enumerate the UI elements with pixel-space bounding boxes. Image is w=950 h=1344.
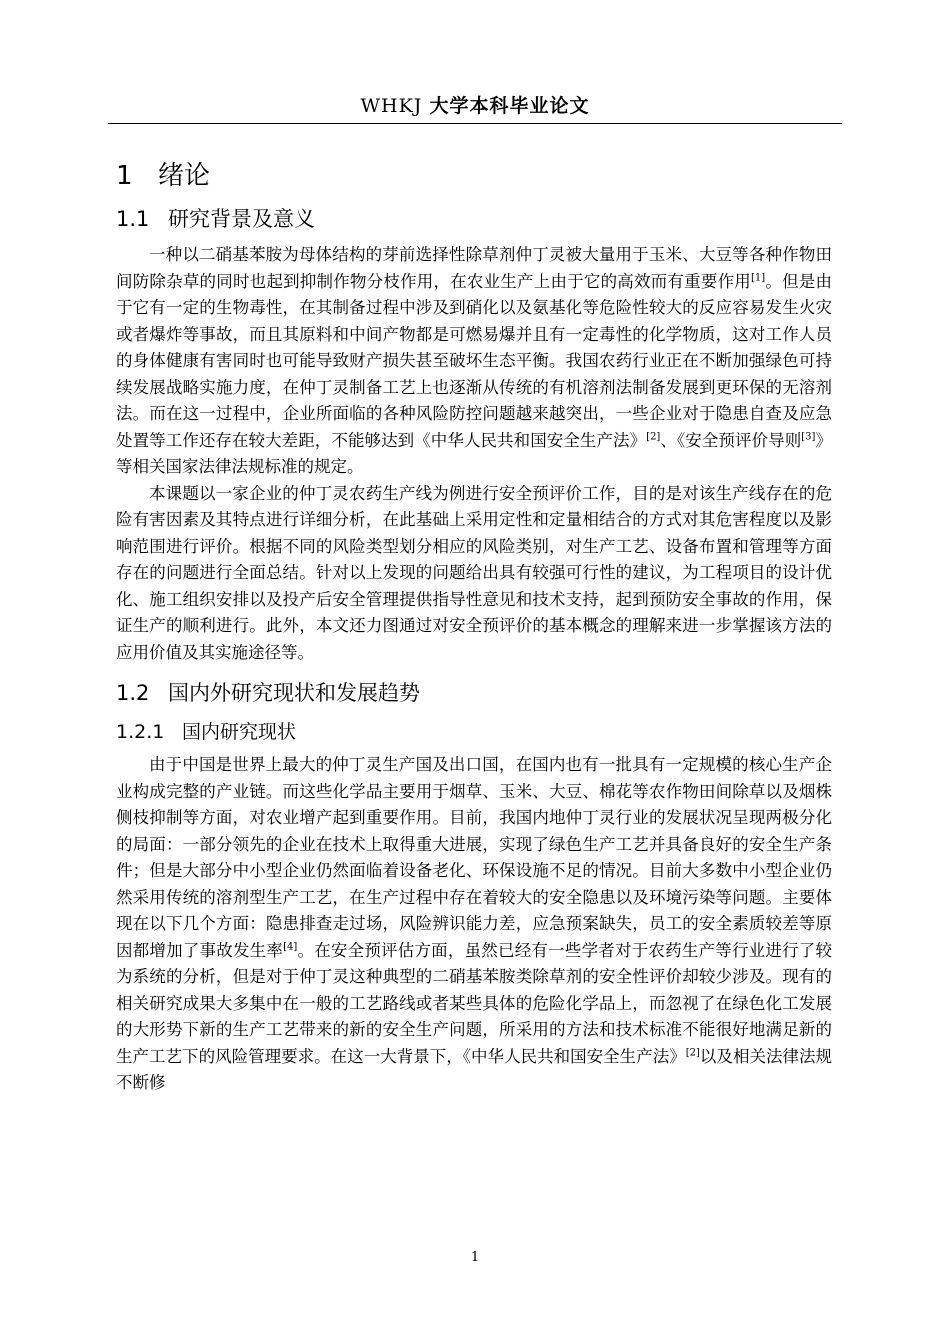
citation-2b[interactable]: [2] (685, 1047, 700, 1058)
paragraph-text: 》等相关国家法律法规标准的规定。 (116, 430, 833, 476)
section-heading-1-2 (116, 676, 832, 710)
paragraph-2 (116, 481, 832, 667)
page-body (116, 150, 832, 1097)
citation-2[interactable]: [2] (646, 431, 661, 442)
citation-1[interactable]: [1] (751, 272, 766, 283)
subsection-heading-1-2-1 (116, 716, 832, 748)
subsection-title: 国内研究现状 (182, 721, 297, 743)
section-number: 1.2 (116, 681, 150, 705)
running-header (108, 90, 842, 122)
subsection-number: 1.2.1 (116, 721, 165, 743)
chapter-title: 绪论 (158, 161, 211, 191)
paragraph-3 (116, 752, 832, 1097)
section-title: 研究背景及意义 (168, 207, 315, 231)
section-number: 1.1 (116, 207, 150, 231)
header-rule (108, 123, 842, 124)
header-code: WHKJ (360, 95, 423, 117)
chapter-heading (116, 156, 832, 196)
paragraph-text: 以及相关法律法规不断修 (116, 1046, 833, 1092)
citation-4[interactable]: [4] (283, 941, 298, 952)
paragraph-text: 、《安全预评价导则 (660, 430, 802, 450)
section-heading-1-1 (116, 202, 832, 236)
paragraph-text: 由于中国是世界上最大的仲丁灵生产国及出口国，在国内也有一批具有一定规模的核心生产企业构成完整的产业链。而这些化学品主要用于烟草、玉米、大豆、棉花等农作物田间除草以及烟株侧枝抑制等方面，对农业增产起到重要作用。目前，我国内地仲丁灵行业的发展状况呈现两极分化的局面：一部分领先的企业在技术上取得重大进展，实现了绿色生产工艺并具备良好的安全生产条件；但是大部分中小型企业仍然面临着设备老化、环保设施不足的情况。目前大多数中小型企业仍然采用传统的溶剂型生产工艺，在生产过程中存在着较大的安全隐患以及环境污染等问题。主要体现在以下几个方面：隐患排查走过场，风险辨识能力差，应急预案缺失，员工的安全素质较差等原因都增加了事故发生率 (116, 755, 832, 960)
paragraph-text: 本课题以一家企业的仲丁灵农药生产线为例进行安全预评价工作，目的是对该生产线存在的危险有害因素及其特点进行详细分析，在此基础上采用定性和定量相结合的方式对其危害程度以及影响范围进行评价。根据不同的风险类型划分相应的风险类别，对生产工艺、设备布置和管理等方面存在的问题进行全面总结。针对以上发现的问题给出具有较强可行性的建议，为工程项目的设计优化、施工组织安排以及投产后安全管理提供指导性意见和技术支持，起到预防安全事故的作用，保证生产的顺利进行。此外，本文还力图通过对安全预评价的基本概念的理解来进一步掌握该方法的应用价值及其实施途径等。 (116, 483, 832, 662)
citation-3[interactable]: [3] (801, 431, 816, 442)
chapter-number: 1 (116, 161, 133, 191)
paragraph-text: 。但是由于它有一定的生物毒性，在其制备过程中涉及到硝化以及氨基化等危险性较大的反应容易发生火灾或者爆炸等事故，而且其原料和中间产物都是可燃易爆并且有一定毒性的化学物质，这对工作人员的身体健康有害同时也可能导致财产损失甚至破坏生态平衡。我国农药行业正在不断加强绿色可持续发展战略实施力度，在仲丁灵制备工艺上也逐渐从传统的有机溶剂法制备发展到更环保的无溶剂法。而在这一过程中，企业所面临的各种风险防控问题越来越突出，一些企业对于隐患自查及应急处置等工作还存在较大差距，不能够达到《中华人民共和国安全生产法》 (116, 271, 833, 450)
paragraph-text: 。在安全预评估方面，虽然已经有一些学者对于农药生产等行业进行了较为系统的分析，但是对于仲丁灵这种典型的二硝基苯胺类除草剂的安全性评价却较少涉及。现有的相关研究成果大多集中在一般的工艺路线或者某些具体的危险化学品上，而忽视了在绿色化工发展的大形势下新的生产工艺带来的新的安全生产问题，所采用的方法和技术标准不能很好地满足新的生产工艺下的风险管理要求。在这一大背景下，《中华人民共和国安全生产法》 (116, 940, 833, 1066)
paragraph-1 (116, 242, 832, 481)
header-title: 大学本科毕业论文 (429, 95, 590, 117)
section-title: 国内外研究现状和发展趋势 (168, 681, 420, 705)
paragraph-text: 一种以二硝基苯胺为母体结构的芽前选择性除草剂仲丁灵被大量用于玉米、大豆等各种作物田间防除杂草的同时也起到抑制作物分枝作用，在农业生产上由于它的高效而有重要作用 (116, 245, 832, 291)
page-number: 1 (470, 1250, 480, 1265)
